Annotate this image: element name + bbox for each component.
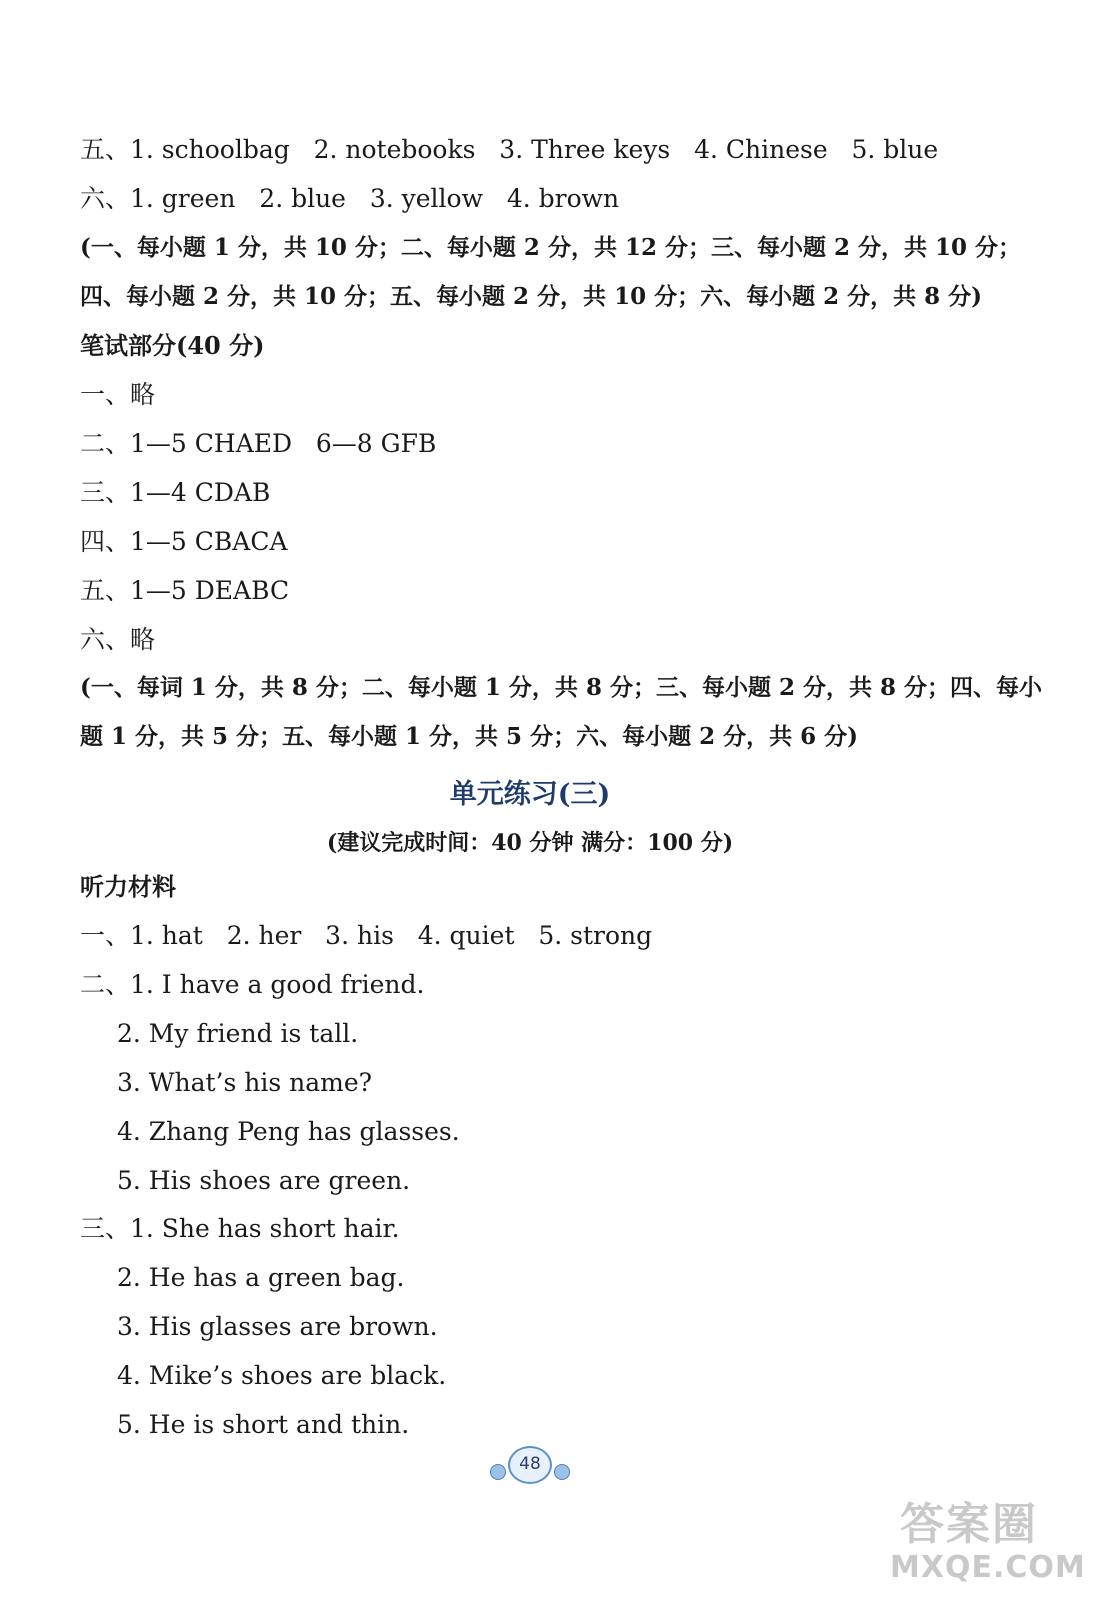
- written-answer-six: 六、略: [80, 625, 156, 654]
- section-heading-listening: 听力材料: [80, 872, 176, 901]
- page-number: 48: [519, 1454, 541, 1474]
- section-heading-written: 笔试部分(40 分): [80, 331, 265, 360]
- score-note-line: (一、每词 1 分，共 8 分；二、每小题 1 分，共 8 分；三、每小题 2 分，共 8 分；四、每小: [80, 674, 1042, 701]
- watermark-url: MXQE.COM: [890, 1550, 1086, 1585]
- list-item: 5. He is short and thin.: [117, 1410, 410, 1439]
- unit-title: 单元练习(三): [449, 779, 611, 810]
- watermark-text: 答案圈: [900, 1499, 1038, 1550]
- listening-material-one: 一、1. hat 2. her 3. his 4. quiet 5. strong: [80, 921, 653, 950]
- written-answer-four: 四、1—5 CBACA: [80, 527, 288, 556]
- decorative-bubble-icon: [490, 1464, 506, 1480]
- written-answer-five: 五、1—5 DEABC: [80, 576, 290, 605]
- page-number-badge: [490, 1444, 570, 1484]
- unit-subtitle: (建议完成时间：40 分钟 满分：100 分): [326, 830, 734, 856]
- list-item: 2. He has a green bag.: [117, 1263, 405, 1292]
- score-note-line: 题 1 分，共 5 分；五、每小题 1 分，共 5 分；六、每小题 2 分，共 6 分): [80, 723, 858, 750]
- decorative-bubble-icon: [554, 1464, 570, 1480]
- list-item: 3. What’s his name?: [117, 1068, 373, 1097]
- written-answer-three: 三、1—4 CDAB: [80, 478, 271, 507]
- answer-line-five: 五、1. schoolbag 2. notebooks 3. Three keys 4. Chinese 5. blue: [80, 135, 939, 164]
- list-item: 2. My friend is tall.: [117, 1019, 359, 1048]
- watermark-logo: [880, 1488, 1090, 1593]
- score-note-line: 四、每小题 2 分，共 10 分；五、每小题 2 分，共 10 分；六、每小题 2 分，共 8 分): [80, 283, 982, 310]
- score-note-line: (一、每小题 1 分，共 10 分；二、每小题 2 分，共 12 分；三、每小题 2 分，共 10 分；: [80, 234, 1022, 261]
- written-answer-one: 一、略: [80, 380, 156, 409]
- written-answer-two: 二、1—5 CHAED 6—8 GFB: [80, 429, 437, 458]
- listening-material-two: 二、1. I have a good friend.: [80, 970, 425, 999]
- list-item: 5. His shoes are green.: [117, 1166, 411, 1195]
- list-item: 4. Mike’s shoes are black.: [117, 1361, 447, 1390]
- list-item: 4. Zhang Peng has glasses.: [117, 1117, 460, 1146]
- answer-line-six: 六、1. green 2. blue 3. yellow 4. brown: [80, 184, 620, 213]
- list-item: 3. His glasses are brown.: [117, 1312, 438, 1341]
- listening-material-three: 三、1. She has short hair.: [80, 1214, 400, 1243]
